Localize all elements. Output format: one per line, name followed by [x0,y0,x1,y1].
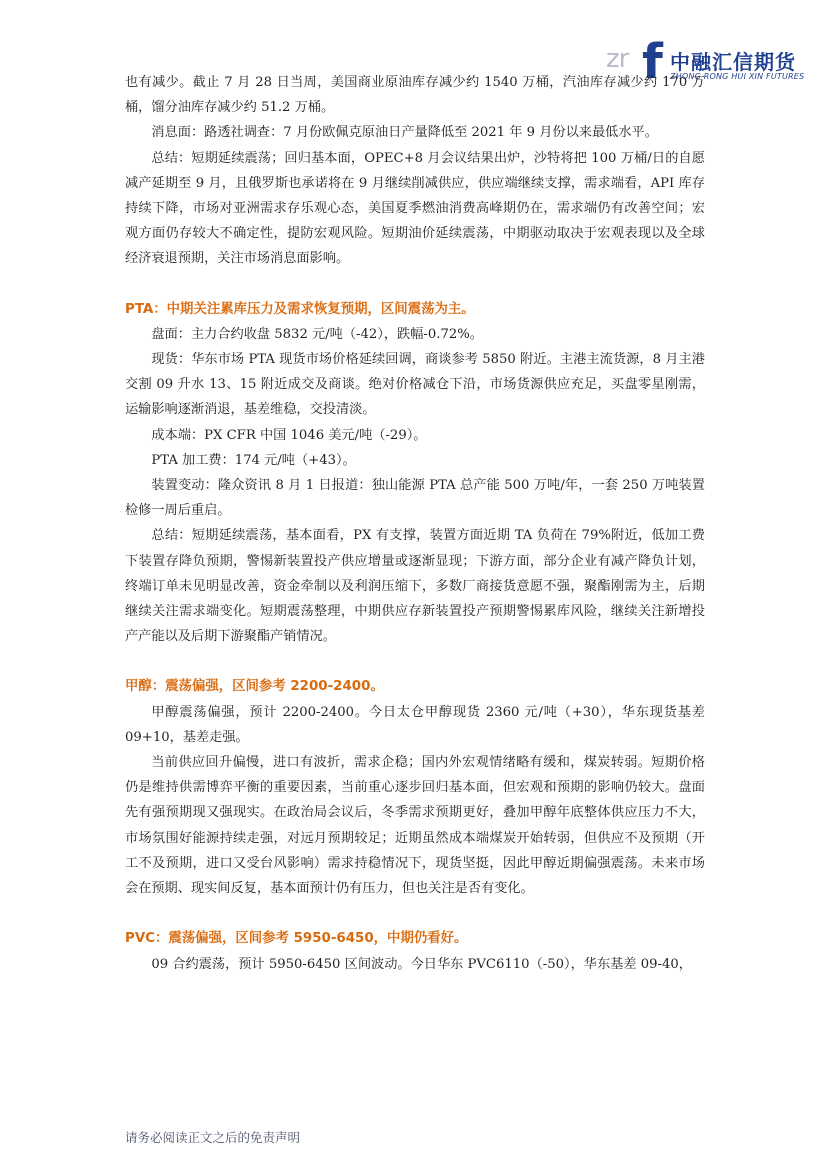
crude-summary-paragraph: 总结：短期延续震荡；回归基本面，OPEC+8 月会议结果出炉，沙特将把 100 万桶/日的自愿减产延期至 9 月，且俄罗斯也承诺将在 9 月继续削减供应，供应端继续支撑，需求端看，API 库存持续下降，市场对亚洲需求存乐观心态，美国夏季燃油消费高峰期仍在，需求端仍有改善空间；宏观方面仍存较大不确定性，提防宏观风险。短期油价延续震荡，中期驱动取决于宏观表现以及全球经济衰退预期，关注市场消息面影响。 [125,150,705,267]
pta-processing-fee-paragraph: PTA 加工费：174 元/吨（+43）。 [151,452,356,468]
logo-name-en: ZHONG RONG HUI XIN FUTURES [670,72,805,81]
methanol-section-heading: 甲醇：震荡偏强，区间参考 2200-2400。 [125,679,384,695]
logo-letter: f [642,34,663,90]
pta-summary-paragraph: 总结：短期延续震荡，基本面看，PX 有支撑，装置方面近期 TA 负荷在 79%附近，低加工费下装置存降负预期，警惕新装置投产供应增量或逐渐显现；下游方面，部分企业有减产降负计划，终端订单未见明显改善，资金牵制以及利润压缩下，多数厂商接货意愿不强，聚酯刚需为主，后期继续关注需求端变化。短期震荡整理，中期供应存新装置投产预期警惕累库风险，继续关注新增投产产能以及后期下游聚酯产销情况。 [125,528,705,645]
pvc-outlook-paragraph: 09 合约震荡，预计 5950-6450 区间波动。今日华东 PVC6110（-50），华东基差 09-40， [151,956,692,972]
methanol-outlook-paragraph: 甲醇震荡偏强，预计 2200-2400。今日太仓甲醇现货 2360 元/吨（+30），华东现货基差 09+10，基差走强。 [125,704,705,745]
pta-cost-paragraph: 成本端：PX CFR 中国 1046 美元/吨（-29）。 [151,427,427,443]
logo-name-cn: 中融汇信期货 [670,50,796,74]
logo-mark: zr [606,44,629,74]
report-body [125,70,705,977]
crude-inventory-paragraph: 也有减少。截止 7 月 28 日当周，美国商业原油库存减少约 1540 万桶，汽油库存减少约 170 万桶，馏分油库存减少约 51.2 万桶。 [125,75,705,116]
crude-news-paragraph: 消息面：路透社调查：7 月份欧佩克原油日产量降低至 2021 年 9 月份以来最低水平。 [151,125,658,141]
footer-disclaimer: 请务必阅读正文之后的免责声明 [125,1130,301,1145]
pta-section-heading: PTA：中期关注累库压力及需求恢复预期，区间震荡为主。 [125,301,475,317]
methanol-analysis-paragraph: 当前供应回升偏慢，进口有波折，需求企稳；国内外宏观情绪略有缓和，煤炭转弱。短期价格仍是维持供需博弈平衡的重要因素，当前重心逐步回归基本面，但宏观和预期的影响仍较大。盘面先有强预期现又强现实。在政治局会议后，冬季需求预期更好，叠加甲醇年底整体供应压力不大，市场氛围好能源持续走强，对远月预期较足；近期虽然成本端煤炭开始转弱，但供应不及预期（开工不及预期，进口又受台风影响）需求持稳情况下，现货坚挺，因此甲醇近期偏强震荡。未来市场会在预期、现实间反复，基本面预计仍有压力，但也关注是否有变化。 [125,755,705,897]
pta-spot-paragraph: 现货：华东市场 PTA 现货市场价格延续回调，商谈参考 5850 附近。主港主流货源，8 月主港交割 09 升水 13、15 附近成交及商谈。绝对价格减仓下沿，市场货源供应充足，买盘零星刚需，运输影响逐渐消退，基差维稳，交投清淡。 [125,352,705,418]
pta-futures-paragraph: 盘面：主力合约收盘 5832 元/吨（-42），跌幅-0.72%。 [151,326,483,342]
pvc-section-heading: PVC：震荡偏强，区间参考 5950-6450，中期仍看好。 [125,931,468,947]
pta-plant-changes-paragraph: 装置变动：隆众资讯 8 月 1 日报道：独山能源 PTA 总产能 500 万吨/年，一套 250 万吨装置检修一周后重启。 [125,478,705,519]
